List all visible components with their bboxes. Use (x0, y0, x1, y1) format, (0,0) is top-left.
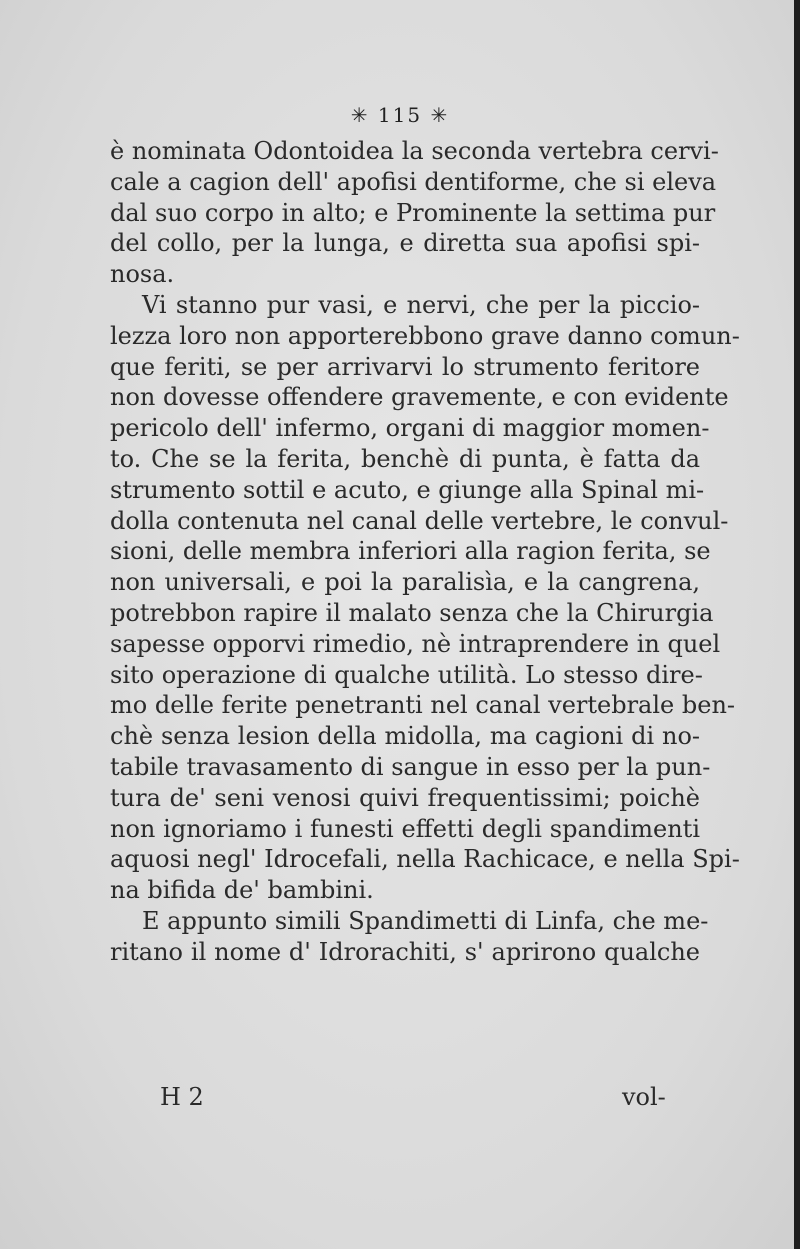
text-line: aquosi negl' Idrocefali, nella Rachicace, e nella Spi- (110, 845, 740, 874)
text-line: non universali, e poi la paralisìa, e la cangrena, (110, 568, 700, 597)
paragraph-start: E appunto simili Spandimetti di Linfa, che me- (142, 906, 709, 935)
text-line: strumento sottil e acuto, e giunge alla Spinal mi- (110, 475, 705, 504)
text-line: dolla contenuta nel canal delle vertebre, le convul- (110, 506, 729, 535)
catchword: vol- (622, 1083, 666, 1111)
text-line: è nominata Odontoidea la seconda vertebra cervi- (110, 137, 719, 165)
text-line: pericolo dell' infermo, organi di maggior momen- (110, 414, 710, 443)
page-footer (0, 1083, 800, 1117)
text-line: non ignoriamo i funesti effetti degli spandimenti (110, 814, 700, 843)
text-line: nosa. (110, 260, 175, 289)
body-text (110, 136, 740, 968)
text-line: ritano il nome d' Idrorachiti, s' aprirono qualche (110, 937, 700, 966)
text-line: chè senza lesion della midolla, ma cagioni di no- (110, 722, 700, 751)
text-line: sapesse opporvi rimedio, nè intraprendere in quel (110, 629, 721, 658)
text-line: sito operazione di qualche utilità. Lo stesso dire- (110, 660, 703, 689)
text-line: to. Che se la ferita, benchè di punta, è fatta da (110, 444, 700, 473)
text-line: na bifida de' bambini. (110, 876, 374, 905)
text-line: mo delle ferite penetranti nel canal vertebrale ben- (110, 691, 736, 720)
text-line: lezza loro non apporterebbono grave danno comun- (110, 321, 740, 350)
page-number: ✳ 115 ✳ (350, 103, 450, 127)
text-line: non dovesse offendere gravemente, e con evidente (110, 383, 729, 412)
page-edge-shadow (794, 0, 800, 1249)
text-line: que feriti, se per arrivarvi lo strumento feritore (110, 352, 700, 381)
text-line: tabile travasamento di sangue in esso per la pun- (110, 752, 711, 781)
text-line: sioni, delle membra inferiori alla ragion ferita, se (110, 537, 711, 566)
text-line: tura de' seni venosi quivi frequentissimi; poichè (110, 783, 700, 812)
text-line: potrebbon rapire il malato senza che la Chirurgia (110, 598, 714, 627)
paragraph-start: Vi stanno pur vasi, e nervi, che per la piccio- (142, 290, 700, 319)
signature-mark: H 2 (160, 1083, 204, 1111)
text-line: dal suo corpo in alto; e Prominente la settima pur (110, 198, 716, 227)
text-line: del collo, per la lunga, e diretta sua apofisi spi- (110, 229, 700, 258)
text-line: cale a cagion dell' apofisi dentiforme, che si eleva (110, 167, 717, 196)
